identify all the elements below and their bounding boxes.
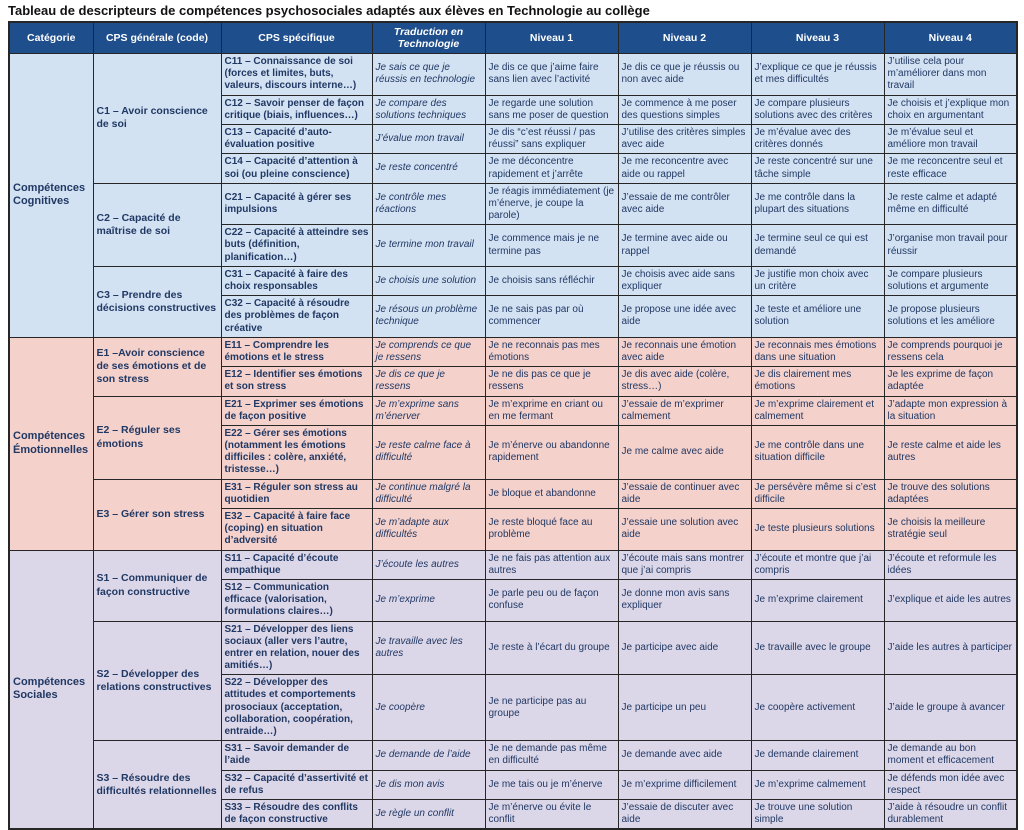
traduction-cell: Je m’exprime sans m’énerver [372, 396, 485, 425]
competencies-table [8, 21, 1018, 830]
niveau-2-cell: J’essaie de discuter avec aide [618, 799, 751, 829]
niveau-1-cell: Je reste bloqué face au problème [485, 509, 618, 551]
specific-cps-cell: C21 – Capacité à gérer ses impulsions [221, 183, 372, 225]
traduction-cell: J’évalue mon travail [372, 124, 485, 153]
table-header-row [9, 22, 1017, 54]
niveau-4-cell: J’explique et aide les autres [884, 579, 1017, 621]
general-cps-cell: S2 – Développer des relations constructives [93, 621, 221, 741]
niveau-2-cell: Je donne mon avis sans expliquer [618, 579, 751, 621]
traduction-cell: Je résous un problème technique [372, 296, 485, 338]
niveau-1-cell: Je m’énerve ou abandonne rapidement [485, 425, 618, 479]
niveau-3-cell: Je travaille avec le groupe [751, 621, 884, 675]
niveau-3-cell: Je trouve une solution simple [751, 799, 884, 829]
niveau-1-cell: Je m’énerve ou évite le conflit [485, 799, 618, 829]
row-s31 [9, 741, 1017, 770]
traduction-cell: Je continue malgré la difficulté [372, 479, 485, 508]
general-cps-cell: E1 –Avoir conscience de ses émotions et de son stress [93, 337, 221, 396]
category-cell: Compétences Sociales [9, 550, 93, 829]
traduction-cell: Je travaille avec les autres [372, 621, 485, 675]
niveau-2-cell: J’écoute mais sans montrer que j’ai compris [618, 550, 751, 579]
niveau-1-cell: Je ne sais pas par où commencer [485, 296, 618, 338]
niveau-3-cell: Je reconnais mes émotions dans une situation [751, 337, 884, 366]
column-header-niveau-4: Niveau 4 [884, 22, 1017, 54]
row-s21 [9, 621, 1017, 675]
column-header-traduction: Traduction en Technologie [372, 22, 485, 54]
general-cps-cell: E2 – Réguler ses émotions [93, 396, 221, 479]
traduction-cell: Je contrôle mes réactions [372, 183, 485, 225]
specific-cps-cell: E21 – Exprimer ses émotions de façon positive [221, 396, 372, 425]
traduction-cell: Je m’adapte aux difficultés [372, 509, 485, 551]
specific-cps-cell: C31 – Capacité à faire des choix responsables [221, 266, 372, 295]
niveau-2-cell: Je termine avec aide ou rappel [618, 225, 751, 267]
specific-cps-cell: C22 – Capacité à atteindre ses buts (définition, planification…) [221, 225, 372, 267]
niveau-4-cell: J’aide le groupe à avancer [884, 675, 1017, 741]
specific-cps-cell: E31 – Réguler son stress au quotidien [221, 479, 372, 508]
niveau-4-cell: Je compare plusieurs solutions et argumente [884, 266, 1017, 295]
niveau-3-cell: Je persévère même si c’est difficile [751, 479, 884, 508]
niveau-3-cell: Je teste plusieurs solutions [751, 509, 884, 551]
niveau-2-cell: J’essaie de me contrôler avec aide [618, 183, 751, 225]
niveau-3-cell: Je dis clairement mes émotions [751, 367, 884, 396]
niveau-4-cell: J’organise mon travail pour réussir [884, 225, 1017, 267]
niveau-3-cell: Je m’exprime clairement [751, 579, 884, 621]
niveau-4-cell: J’écoute et reformule les idées [884, 550, 1017, 579]
general-cps-cell: S3 – Résoudre des difficultés relationnelles [93, 741, 221, 830]
niveau-4-cell: Je propose plusieurs solutions et les améliore [884, 296, 1017, 338]
niveau-4-cell: Je m’évalue seul et améliore mon travail [884, 124, 1017, 153]
traduction-cell: Je compare des solutions techniques [372, 95, 485, 124]
niveau-1-cell: Je ne dis pas ce que je ressens [485, 367, 618, 396]
niveau-1-cell: Je regarde une solution sans me poser de question [485, 95, 618, 124]
niveau-4-cell: Je choisis et j’explique mon choix en argumentant [884, 95, 1017, 124]
niveau-1-cell: Je ne participe pas au groupe [485, 675, 618, 741]
traduction-cell: Je demande de l’aide [372, 741, 485, 770]
niveau-1-cell: Je ne fais pas attention aux autres [485, 550, 618, 579]
niveau-3-cell: J’explique ce que je réussis et mes difficultés [751, 54, 884, 96]
niveau-4-cell: Je choisis la meilleure stratégie seul [884, 509, 1017, 551]
row-e31 [9, 479, 1017, 508]
specific-cps-cell: C11 – Connaissance de soi (forces et limites, buts, valeurs, discours interne…) [221, 54, 372, 96]
specific-cps-cell: S22 – Développer des attitudes et comportements prosociaux (acceptation, collaboration, coopération, entraide…) [221, 675, 372, 741]
traduction-cell: Je comprends ce que je ressens [372, 337, 485, 366]
row-c11 [9, 54, 1017, 96]
niveau-3-cell: Je me contrôle dans la plupart des situations [751, 183, 884, 225]
niveau-2-cell: Je dis avec aide (colère, stress…) [618, 367, 751, 396]
niveau-3-cell: Je me contrôle dans une situation difficile [751, 425, 884, 479]
niveau-2-cell: J’essaie de continuer avec aide [618, 479, 751, 508]
niveau-3-cell: Je coopère activement [751, 675, 884, 741]
niveau-1-cell: Je m’exprime en criant ou en me fermant [485, 396, 618, 425]
niveau-4-cell: Je me reconcentre seul et reste efficace [884, 154, 1017, 183]
niveau-2-cell: J’essaie de m’exprimer calmement [618, 396, 751, 425]
general-cps-cell: S1 – Communiquer de façon constructive [93, 550, 221, 621]
niveau-1-cell: Je dis ce que j’aime faire sans lien avec l’activité [485, 54, 618, 96]
niveau-2-cell: J’essaie une solution avec aide [618, 509, 751, 551]
niveau-1-cell: Je reste à l’écart du groupe [485, 621, 618, 675]
niveau-2-cell: Je demande avec aide [618, 741, 751, 770]
niveau-1-cell: Je parle peu ou de façon confuse [485, 579, 618, 621]
general-cps-cell: C2 – Capacité de maîtrise de soi [93, 183, 221, 266]
niveau-1-cell: Je choisis sans réfléchir [485, 266, 618, 295]
niveau-4-cell: Je comprends pourquoi je ressens cela [884, 337, 1017, 366]
niveau-2-cell: Je dis ce que je réussis ou non avec aide [618, 54, 751, 96]
niveau-1-cell: Je dis “c’est réussi / pas réussi” sans expliquer [485, 124, 618, 153]
traduction-cell: Je règle un conflit [372, 799, 485, 829]
category-cell: Compétences Émotionnelles [9, 337, 93, 550]
niveau-3-cell: Je m’évalue avec des critères donnés [751, 124, 884, 153]
niveau-1-cell: Je bloque et abandonne [485, 479, 618, 508]
niveau-1-cell: Je réagis immédiatement (je m’énerve, je coupe la parole) [485, 183, 618, 225]
niveau-3-cell: Je teste et améliore une solution [751, 296, 884, 338]
row-c31 [9, 266, 1017, 295]
column-header-cps-specifique: CPS spécifique [221, 22, 372, 54]
traduction-cell: Je dis mon avis [372, 770, 485, 799]
specific-cps-cell: S21 – Développer des liens sociaux (aller vers l’autre, entrer en relation, nouer des amitiés…) [221, 621, 372, 675]
category-cell: Compétences Cognitives [9, 54, 93, 338]
specific-cps-cell: S11 – Capacité d’écoute empathique [221, 550, 372, 579]
traduction-cell: Je termine mon travail [372, 225, 485, 267]
specific-cps-cell: S12 – Communication efficace (valorisation, formulations claires…) [221, 579, 372, 621]
specific-cps-cell: E22 – Gérer ses émotions (notamment les émotions difficiles : colère, anxiété, tristesse…) [221, 425, 372, 479]
specific-cps-cell: S31 – Savoir demander de l’aide [221, 741, 372, 770]
niveau-3-cell: Je termine seul ce qui est demandé [751, 225, 884, 267]
niveau-2-cell: Je m’exprime difficilement [618, 770, 751, 799]
column-header-categorie: Catégorie [9, 22, 93, 54]
niveau-1-cell: Je ne demande pas même en difficulté [485, 741, 618, 770]
specific-cps-cell: E12 – Identifier ses émotions et son stress [221, 367, 372, 396]
traduction-cell: Je reste calme face à difficulté [372, 425, 485, 479]
specific-cps-cell: C32 – Capacité à résoudre des problèmes de façon créative [221, 296, 372, 338]
niveau-4-cell: Je défends mon idée avec respect [884, 770, 1017, 799]
niveau-4-cell: Je les exprime de façon adaptée [884, 367, 1017, 396]
specific-cps-cell: S33 – Résoudre des conflits de façon constructive [221, 799, 372, 829]
page-title: Tableau de descripteurs de compétences psychosociales adaptés aux élèves en Technologie au collège [8, 3, 650, 18]
column-header-niveau-2: Niveau 2 [618, 22, 751, 54]
niveau-4-cell: J’aide les autres à participer [884, 621, 1017, 675]
niveau-2-cell: Je choisis avec aide sans expliquer [618, 266, 751, 295]
specific-cps-cell: C13 – Capacité d’auto-évaluation positive [221, 124, 372, 153]
niveau-2-cell: Je commence à me poser des questions simples [618, 95, 751, 124]
niveau-4-cell: Je reste calme et adapté même en difficulté [884, 183, 1017, 225]
niveau-1-cell: Je me déconcentre rapidement et j’arrête [485, 154, 618, 183]
niveau-1-cell: Je me tais ou je m’énerve [485, 770, 618, 799]
traduction-cell: Je reste concentré [372, 154, 485, 183]
niveau-2-cell: Je propose une idée avec aide [618, 296, 751, 338]
niveau-1-cell: Je ne reconnais pas mes émotions [485, 337, 618, 366]
row-e11 [9, 337, 1017, 366]
niveau-3-cell: Je reste concentré sur une tâche simple [751, 154, 884, 183]
niveau-2-cell: Je participe un peu [618, 675, 751, 741]
specific-cps-cell: C14 – Capacité d’attention à soi (ou pleine conscience) [221, 154, 372, 183]
column-header-niveau-3: Niveau 3 [751, 22, 884, 54]
niveau-3-cell: J’écoute et montre que j’ai compris [751, 550, 884, 579]
niveau-2-cell: J’utilise des critères simples avec aide [618, 124, 751, 153]
specific-cps-cell: E11 – Comprendre les émotions et le stress [221, 337, 372, 366]
traduction-cell: Je sais ce que je réussis en technologie [372, 54, 485, 96]
niveau-4-cell: Je demande au bon moment et efficacement [884, 741, 1017, 770]
specific-cps-cell: S32 – Capacité d’assertivité et de refus [221, 770, 372, 799]
specific-cps-cell: C12 – Savoir penser de façon critique (biais, influences…) [221, 95, 372, 124]
general-cps-cell: E3 – Gérer son stress [93, 479, 221, 550]
general-cps-cell: C3 – Prendre des décisions constructives [93, 266, 221, 337]
traduction-cell: Je coopère [372, 675, 485, 741]
row-e21 [9, 396, 1017, 425]
niveau-3-cell: Je m’exprime calmement [751, 770, 884, 799]
niveau-1-cell: Je commence mais je ne termine pas [485, 225, 618, 267]
niveau-3-cell: Je demande clairement [751, 741, 884, 770]
niveau-3-cell: Je m’exprime clairement et calmement [751, 396, 884, 425]
niveau-3-cell: Je compare plusieurs solutions avec des critères [751, 95, 884, 124]
traduction-cell: Je dis ce que je ressens [372, 367, 485, 396]
niveau-4-cell: J’aide à résoudre un conflit durablement [884, 799, 1017, 829]
niveau-2-cell: Je me reconcentre avec aide ou rappel [618, 154, 751, 183]
specific-cps-cell: E32 – Capacité à faire face (coping) en situation d’adversité [221, 509, 372, 551]
niveau-2-cell: Je participe avec aide [618, 621, 751, 675]
traduction-cell: Je choisis une solution [372, 266, 485, 295]
niveau-3-cell: Je justifie mon choix avec un critère [751, 266, 884, 295]
traduction-cell: Je m’exprime [372, 579, 485, 621]
niveau-2-cell: Je reconnais une émotion avec aide [618, 337, 751, 366]
row-c21 [9, 183, 1017, 225]
traduction-cell: J’écoute les autres [372, 550, 485, 579]
column-header-niveau-1: Niveau 1 [485, 22, 618, 54]
column-header-cps-generale: CPS générale (code) [93, 22, 221, 54]
niveau-4-cell: J’adapte mon expression à la situation [884, 396, 1017, 425]
niveau-4-cell: J’utilise cela pour m’améliorer dans mon travail [884, 54, 1017, 96]
general-cps-cell: C1 – Avoir conscience de soi [93, 54, 221, 184]
row-s11 [9, 550, 1017, 579]
niveau-2-cell: Je me calme avec aide [618, 425, 751, 479]
niveau-4-cell: Je reste calme et aide les autres [884, 425, 1017, 479]
niveau-4-cell: Je trouve des solutions adaptées [884, 479, 1017, 508]
